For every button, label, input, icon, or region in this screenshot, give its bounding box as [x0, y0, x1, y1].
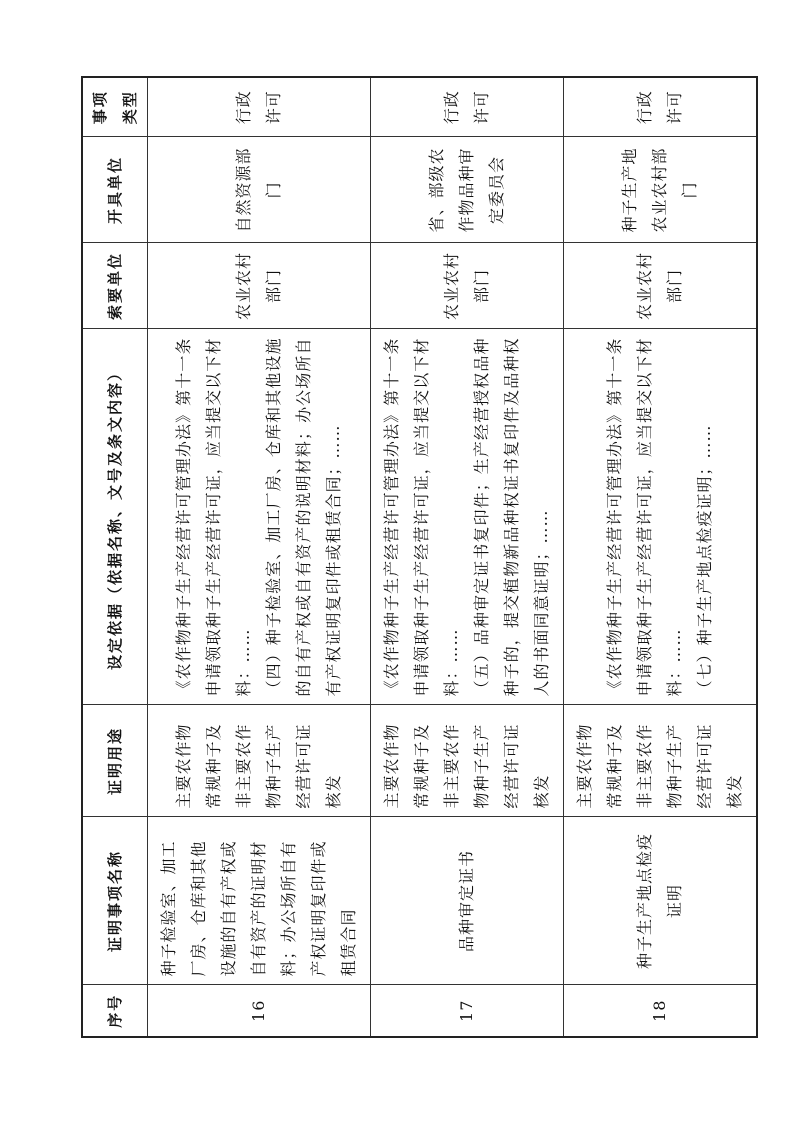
- row-required-by: 农业农村部门: [371, 243, 564, 329]
- header-basis: 设定依据（依据名称、文号及条文内容）: [82, 329, 148, 705]
- basis-line: 《农作物种子生产经营许可管理办法》第十一条 申请领取种子生产经营许可证，应当提交以下材料：……: [382, 320, 461, 697]
- row-purpose: 主要农作物常规种子及非主要农作物种子生产经营许可证核发: [148, 705, 371, 817]
- row-basis: [564, 320, 758, 705]
- basis-line: （四）种子检验室、加工厂房、仓库和其他设施的自有产权或自有资产的说明材料；办公场所自有产权证明复印件或租赁合同；……: [264, 337, 343, 697]
- row-issued-by: 省、部级农作物品种审定委员会: [371, 137, 564, 243]
- row-item-type: 行政许可: [371, 77, 564, 137]
- header-purpose: 证明用途: [82, 705, 148, 817]
- rotated-page: [81, 78, 744, 1038]
- basis-line: （五）品种审定证书复印件；生产经营授权品种种子的，提交植物新品种权证书复印件及品种权人的书面同意证明；……: [472, 337, 551, 697]
- header-seq: 序号: [82, 985, 148, 1037]
- table-row: [148, 77, 371, 1037]
- header-required-by: 索要单位: [82, 243, 148, 329]
- row-item-name: 种子检验室、加工厂房、仓库和其他设施的自有产权或自有资产的证明材料；办公场所自有产权证明复印件或租赁合同: [148, 817, 371, 985]
- row-purpose: 主要农作物常规种子及非主要农作物种子生产经营许可证核发: [564, 705, 758, 817]
- row-item-type: 行政许可: [564, 77, 758, 137]
- header-row: [82, 77, 148, 1037]
- row-required-by: 农业农村部门: [148, 243, 371, 329]
- row-basis: [148, 320, 371, 705]
- row-seq: 18: [564, 985, 758, 1037]
- row-item-type: 行政许可: [148, 77, 371, 137]
- table-row: [564, 77, 758, 1037]
- row-purpose: 主要农作物常规种子及非主要农作物种子生产经营许可证核发: [371, 705, 564, 817]
- basis-line: （七）种子生产地点检疫证明；……: [695, 424, 714, 697]
- header-item-type: 事项类型: [82, 77, 148, 137]
- row-issued-by: 自然资源部门: [148, 137, 371, 243]
- row-seq: 17: [371, 985, 564, 1037]
- row-item-name: 种子生产地点检疫证明: [564, 817, 758, 985]
- row-issued-by: 种子生产地农业农村部门: [564, 137, 758, 243]
- row-item-name: 品种审定证书: [371, 817, 564, 985]
- row-seq: 16: [148, 985, 371, 1037]
- basis-line: 《农作物种子生产经营许可管理办法》第十一条 申请领取种子生产经营许可证，应当提交以下材料：……: [605, 320, 684, 697]
- row-required-by: 农业农村部门: [564, 243, 758, 329]
- table-row: [371, 77, 564, 1037]
- header-issued-by: 开具单位: [82, 137, 148, 243]
- row-basis: [371, 320, 564, 705]
- basis-line: 《农作物种子生产经营许可管理办法》第十一条 申请领取种子生产经营许可证，应当提交以下材料：……: [174, 320, 253, 697]
- certification-items-table: [81, 76, 758, 1038]
- header-item-name: 证明事项名称: [82, 817, 148, 985]
